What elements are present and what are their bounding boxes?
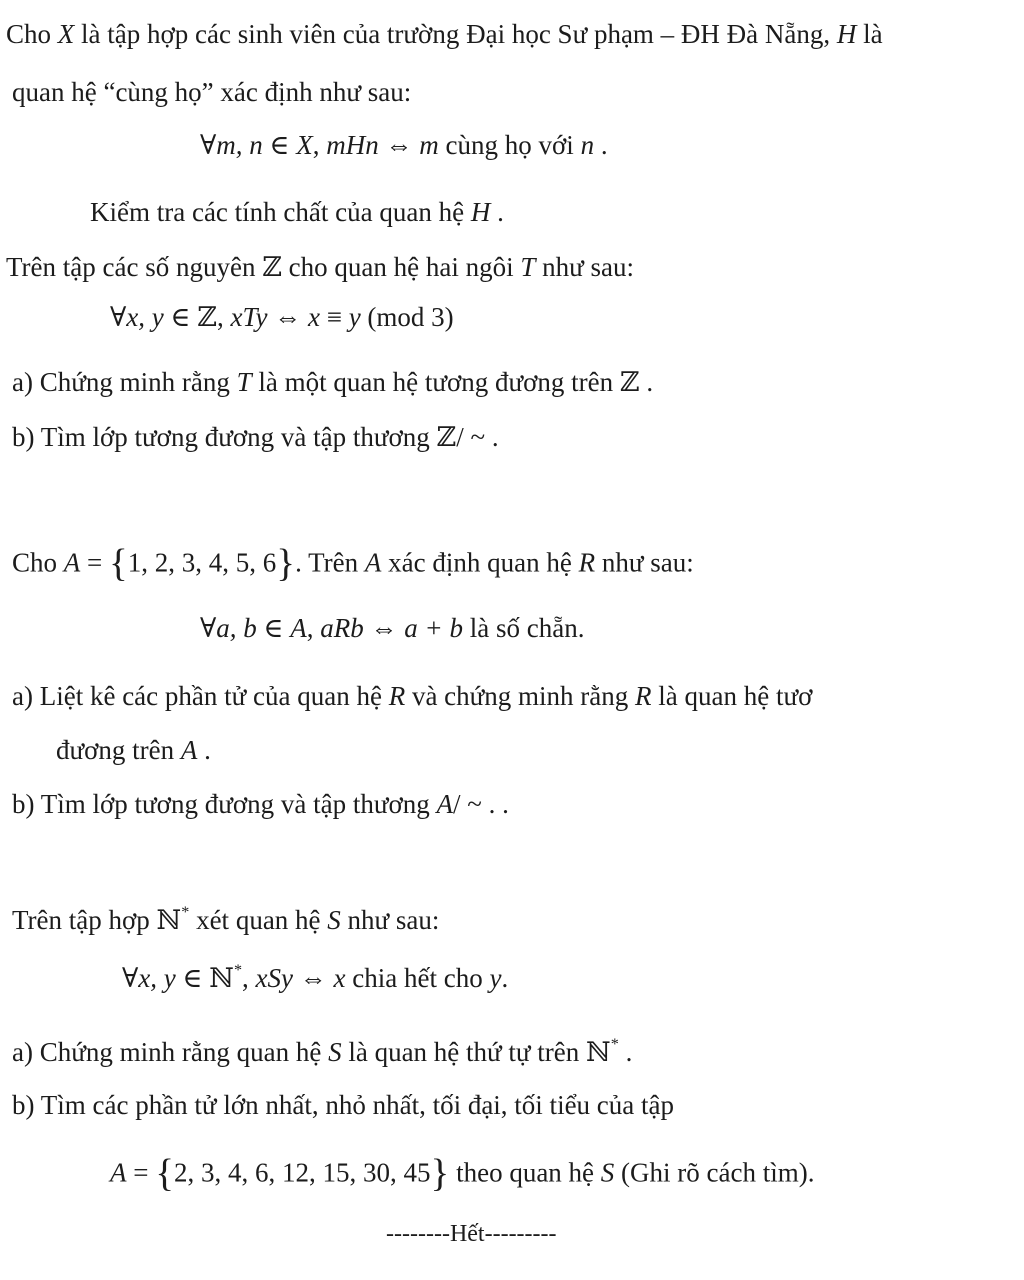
p1-task: Kiểm tra các tính chất của quan hệ H . bbox=[90, 197, 504, 227]
p3-part-b: b) Tìm lớp tương đương và tập thương A/ ~ . . bbox=[12, 789, 509, 819]
p2-formula: ∀x, y ∈ ℤ, xTy ⇔ x ≡ y (mod 3) bbox=[110, 302, 454, 332]
p2-part-b: b) Tìm lớp tương đương và tập thương ℤ/ ~ . bbox=[12, 422, 499, 452]
p1-formula: ∀m, n ∈ X, mHn ⇔ m cùng họ với n . bbox=[200, 130, 608, 160]
end-marker: --------Hết--------- bbox=[386, 1221, 557, 1247]
p4-part-b: b) Tìm các phần tử lớn nhất, nhỏ nhất, tối đại, tối tiểu của tập bbox=[12, 1090, 675, 1120]
p4-set-line: A = {2, 3, 4, 6, 12, 15, 30, 45} theo quan hệ S (Ghi rõ cách tìm). bbox=[110, 1152, 815, 1195]
p4-formula: ∀x, y ∈ ℕ*, xSy ⇔ x chia hết cho y. bbox=[122, 961, 509, 994]
p1-line-2: quan hệ “cùng họ” xác định như sau: bbox=[12, 77, 412, 107]
p1-line-1: Cho X là tập hợp các sinh viên của trường Đại học Sư phạm – ĐH Đà Nẵng, H là bbox=[6, 19, 883, 49]
p3-part-a-line-1: a) Liệt kê các phần tử của quan hệ R và chứng minh rằng R là quan hệ tươ bbox=[12, 681, 813, 711]
p2-part-a: a) Chứng minh rằng T là một quan hệ tương đương trên ℤ . bbox=[12, 367, 654, 397]
p2-line-1: Trên tập các số nguyên ℤ cho quan hệ hai ngôi T như sau: bbox=[6, 252, 635, 282]
p4-part-a: a) Chứng minh rằng quan hệ S là quan hệ thứ tự trên ℕ* . bbox=[12, 1035, 633, 1068]
p3-formula: ∀a, b ∈ A, aRb ⇔ a + b là số chẵn. bbox=[200, 613, 585, 643]
p4-line-1: Trên tập hợp ℕ* xét quan hệ S như sau: bbox=[12, 903, 440, 936]
p3-line-1: Cho A = {1, 2, 3, 4, 5, 6}. Trên A xác định quan hệ R như sau: bbox=[12, 542, 694, 585]
p3-part-a-line-2: đương trên A . bbox=[56, 735, 211, 765]
